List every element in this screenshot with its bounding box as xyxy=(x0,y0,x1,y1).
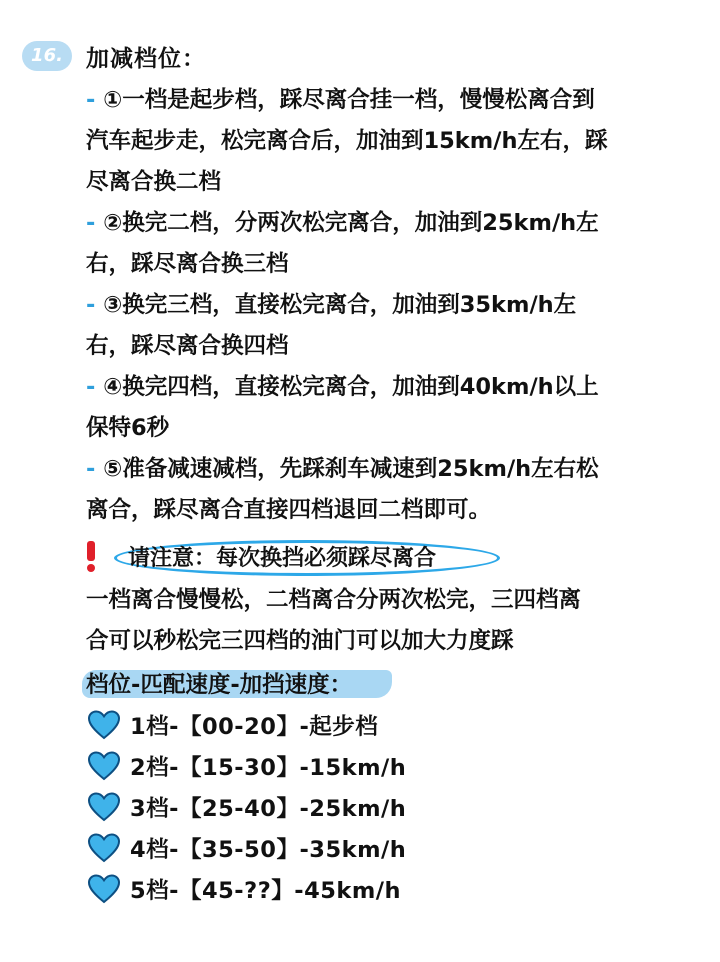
dash-bullet: - xyxy=(86,456,104,482)
blue-heart-icon xyxy=(88,833,120,863)
notice-line xyxy=(84,536,436,576)
gear-list xyxy=(88,704,406,909)
section-title: 加减档位： xyxy=(86,45,206,72)
step-line: - ③换完三档，直接松完离合，加油到35km/h左 xyxy=(86,292,577,318)
dash-bullet: - xyxy=(86,210,104,236)
step-line: 保特6秒 xyxy=(86,415,170,441)
step-line: - ④换完四档，直接松完离合，加油到40km/h以上 xyxy=(86,374,599,400)
gear-text: 4档-【35-50】-35km/h xyxy=(130,836,407,863)
blue-heart-icon xyxy=(88,710,120,740)
speed-section-title xyxy=(86,664,352,702)
paragraph-line: 合可以秒松完三四档的油门可以加大力度踩 xyxy=(86,628,514,654)
step-line: 汽车起步走，松完离合后，加油到15km/h左右，踩 xyxy=(86,128,608,154)
speed-section-text: 档位-匹配速度-加挡速度： xyxy=(86,672,353,698)
paragraph-line: 一档离合慢慢松，二档离合分两次松完，三四档离 xyxy=(86,587,582,613)
gear-text: 2档-【15-30】-15km/h xyxy=(130,754,407,781)
step-line: 离合，踩尽离合直接四档退回二档即可。 xyxy=(86,497,492,523)
step-line: - ⑤准备减速减档，先踩刹车减速到25km/h左右松 xyxy=(86,456,599,482)
clutch-paragraph xyxy=(86,580,696,662)
exclamation-icon xyxy=(84,539,98,573)
blue-heart-icon xyxy=(88,874,120,904)
notice-text: 请注意：每次换挡必须踩尽离合 xyxy=(128,545,437,571)
step-line: 尽离合换二档 xyxy=(86,169,222,195)
dash-bullet: - xyxy=(86,292,104,318)
steps-list xyxy=(86,80,696,531)
step-line: - ①一档是起步档，踩尽离合挂一档，慢慢松离合到 xyxy=(86,87,595,113)
step-line: - ②换完二档，分两次松完离合，加油到25km/h左 xyxy=(86,210,599,236)
section-header xyxy=(22,38,206,74)
step-item xyxy=(86,449,696,531)
dash-bullet: - xyxy=(86,374,104,400)
step-line: 右，踩尽离合换三档 xyxy=(86,251,289,277)
section-number-badge: 16. xyxy=(22,41,72,71)
gear-item xyxy=(88,745,406,786)
gear-text: 5档-【45-??】-45km/h xyxy=(130,877,402,904)
step-item xyxy=(86,285,696,367)
step-item xyxy=(86,203,696,285)
dash-bullet: - xyxy=(86,87,104,113)
step-line: 右，踩尽离合换四档 xyxy=(86,333,289,359)
gear-item xyxy=(88,868,406,909)
blue-heart-icon xyxy=(88,792,120,822)
gear-text: 3档-【25-40】-25km/h xyxy=(130,795,407,822)
gear-item xyxy=(88,827,406,868)
gear-text: 1档-【00-20】-起步档 xyxy=(130,713,379,740)
step-item xyxy=(86,367,696,449)
notice-callout xyxy=(122,538,436,574)
blue-heart-icon xyxy=(88,751,120,781)
step-item xyxy=(86,80,696,203)
gear-item xyxy=(88,704,406,745)
gear-item xyxy=(88,786,406,827)
